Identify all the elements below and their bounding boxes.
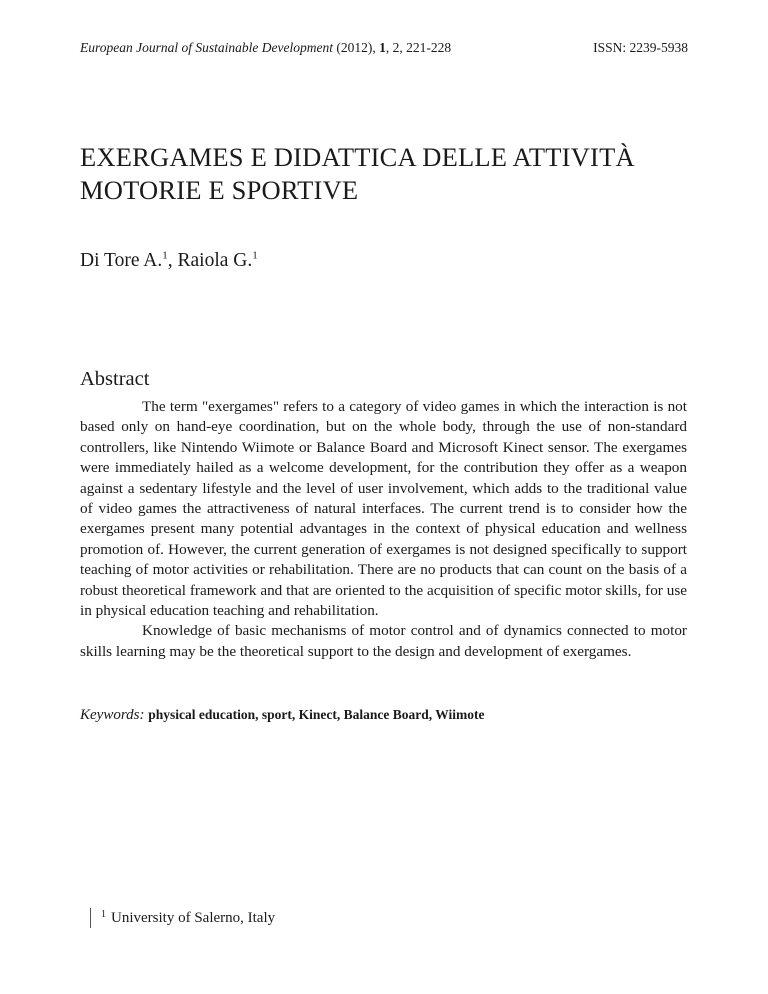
journal-volume: 1 — [379, 40, 386, 55]
abstract-heading: Abstract — [80, 368, 150, 390]
journal-citation — [80, 40, 451, 56]
author-affiliation-marker: 1 — [162, 249, 168, 262]
paper-title — [80, 141, 720, 207]
journal-name: European Journal of Sustainable Development — [80, 40, 333, 55]
journal-pages: , 2, 221-228 — [385, 40, 452, 55]
author-affiliation-marker: 1 — [252, 249, 258, 262]
abstract-paragraph: The term "exergames" refers to a category of video games in which the interaction is not based only on hand-eye coordination, but on the whole body, through the use of non-standard controllers, like Nintendo Wiimote or Balance Board and Microsoft Kinect sensor. The exergames were immediately hailed as a welcome development, for the contribution they offer as a weapon against a sedentary lifestyle and the level of user involvement, which adds to the traditional value of video games the attractiveness of natural interfaces. The current trend is to consider how the exergames present many potential advantages in the context of physical education and wellness promotion of. However, the current generation of exergames is not designed specifically to support teaching of motor activities or rehabilitation. There are no products that can count on the basis of a robust theoretical framework and that are oriented to the acquisition of specific motor skills, for use in physical education teaching and rehabilitation. — [80, 398, 687, 620]
author-name: Raiola G. — [177, 250, 253, 271]
paper-title-line-2: MOTORIE E SPORTIVE — [80, 175, 359, 205]
journal-year: (2012), — [336, 40, 380, 55]
abstract-paragraph: Knowledge of basic mechanisms of motor control and of dynamics connected to motor skills learning may be the theoretical support to the design and development of exergames. — [80, 622, 687, 660]
author-name: Di Tore A. — [80, 250, 163, 271]
footnote-rule — [90, 908, 91, 928]
running-header — [80, 40, 688, 60]
journal-issn: ISSN: 2239-5938 — [593, 40, 688, 55]
keywords-label: Keywords: — [80, 707, 145, 723]
author-separator: , — [167, 250, 178, 271]
footnote-text: University of Salerno, Italy — [111, 909, 276, 926]
abstract-body — [80, 397, 687, 662]
keywords-list: physical education, sport, Kinect, Balance Board, Wiimote — [148, 707, 485, 722]
author-list — [80, 250, 258, 272]
footnote-marker: 1 — [101, 908, 106, 920]
footnote — [90, 908, 275, 928]
keywords — [80, 707, 484, 724]
paper-title-line-1: EXERGAMES E DIDATTICA DELLE ATTIVITÀ — [80, 142, 635, 172]
